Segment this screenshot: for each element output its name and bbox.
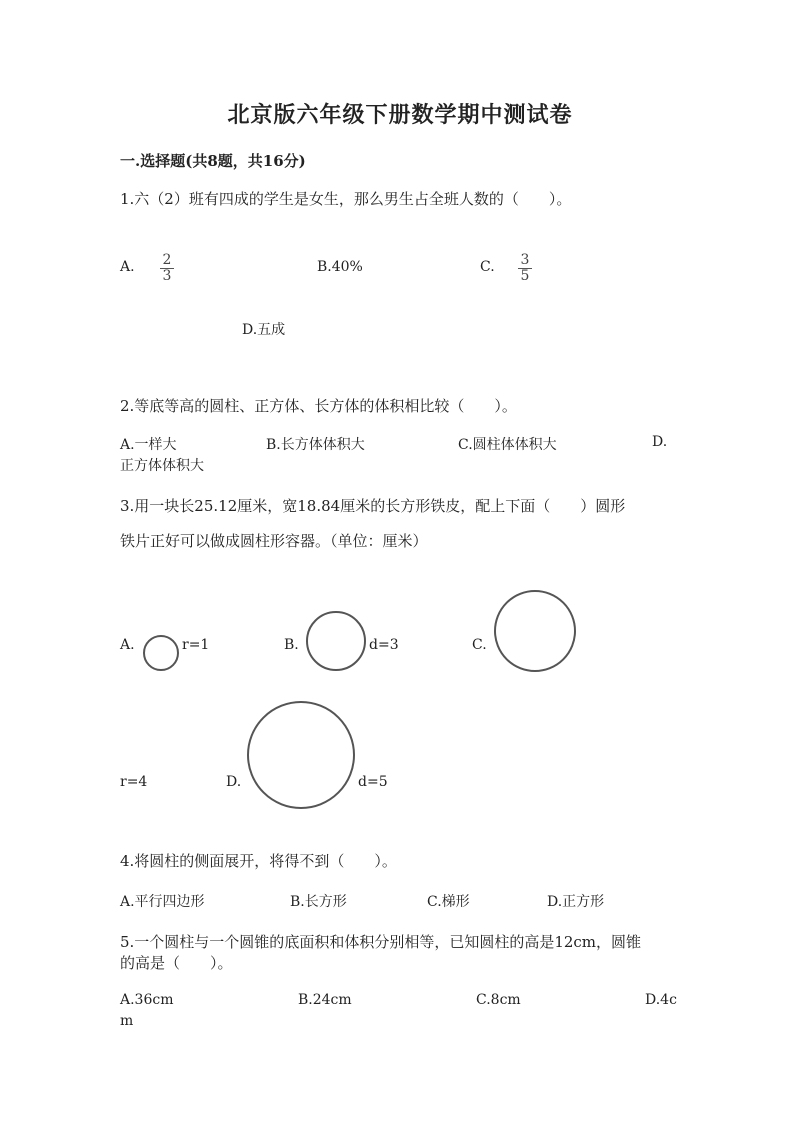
q3-option-d-value: d=5 [358, 774, 388, 790]
q1-option-b: B.40% [317, 259, 363, 275]
q1-option-c-fraction [518, 253, 532, 284]
q1-option-d: D.五成 [242, 322, 286, 338]
q3-option-a-label: A. [120, 637, 135, 653]
q3-option-b-label: B. [284, 637, 299, 653]
q5-option-b: B.24cm [298, 992, 352, 1008]
question-2-text: 2.等底等高的圆柱、正方体、长方体的体积相比较（ ）。 [120, 397, 517, 415]
q1-option-c-denominator: 5 [520, 268, 530, 284]
section-heading: 一.选择题(共8题，共16分) [120, 152, 306, 170]
question-5-text-line2: 的高是（ ）。 [120, 954, 233, 972]
q2-option-a: A.一样大 [120, 437, 177, 453]
q3-option-c-value: r=4 [120, 774, 148, 790]
q3-option-d-label: D. [226, 774, 242, 790]
q3-option-a-value: r=1 [182, 637, 210, 653]
q3-option-b-value: d=3 [369, 637, 399, 653]
question-5-text-line1: 5.一个圆柱与一个圆锥的底面积和体积分别相等，已知圆柱的高是12cm，圆锥 [120, 933, 642, 951]
q3-option-a-circle [143, 635, 179, 671]
q4-option-a: A.平行四边形 [120, 894, 205, 910]
q5-option-d-line2: m [120, 1013, 134, 1029]
q4-option-b: B.长方形 [290, 894, 347, 910]
q3-option-c-label: C. [472, 637, 487, 653]
q2-option-d-line2: 正方体体积大 [120, 458, 204, 474]
q1-option-a-fraction [160, 253, 174, 284]
q2-option-d-line1: D. [652, 434, 668, 450]
q5-option-c: C.8cm [476, 992, 521, 1008]
q4-option-d: D.正方形 [547, 894, 605, 910]
page-title: 北京版六年级下册数学期中测试卷 [227, 102, 573, 128]
q1-option-c-numerator: 3 [518, 253, 532, 269]
q5-option-d-line1: D.4c [645, 992, 677, 1008]
q1-option-a-denominator: 3 [162, 268, 172, 284]
question-3-text-line1: 3.用一块长25.12厘米，宽18.84厘米的长方形铁皮，配上下面（ ）圆形 [120, 497, 626, 515]
q1-option-c-label: C. [480, 259, 495, 275]
q1-option-a-numerator: 2 [160, 253, 174, 269]
q3-option-c-circle [494, 590, 576, 672]
q5-option-a: A.36cm [120, 992, 174, 1008]
question-3-text-line2: 铁片正好可以做成圆柱形容器。（单位：厘米） [120, 532, 428, 550]
q2-option-b: B.长方体体积大 [266, 437, 365, 453]
q3-option-d-circle [247, 701, 355, 809]
q3-option-b-circle [306, 611, 366, 671]
q2-option-c: C.圆柱体体积大 [458, 437, 557, 453]
q4-option-c: C.梯形 [427, 894, 470, 910]
question-4-text: 4.将圆柱的侧面展开，将得不到（ ）。 [120, 852, 397, 870]
question-1-text: 1.六（2）班有四成的学生是女生，那么男生占全班人数的（ ）。 [120, 190, 572, 208]
q1-option-a-label: A. [120, 259, 135, 275]
